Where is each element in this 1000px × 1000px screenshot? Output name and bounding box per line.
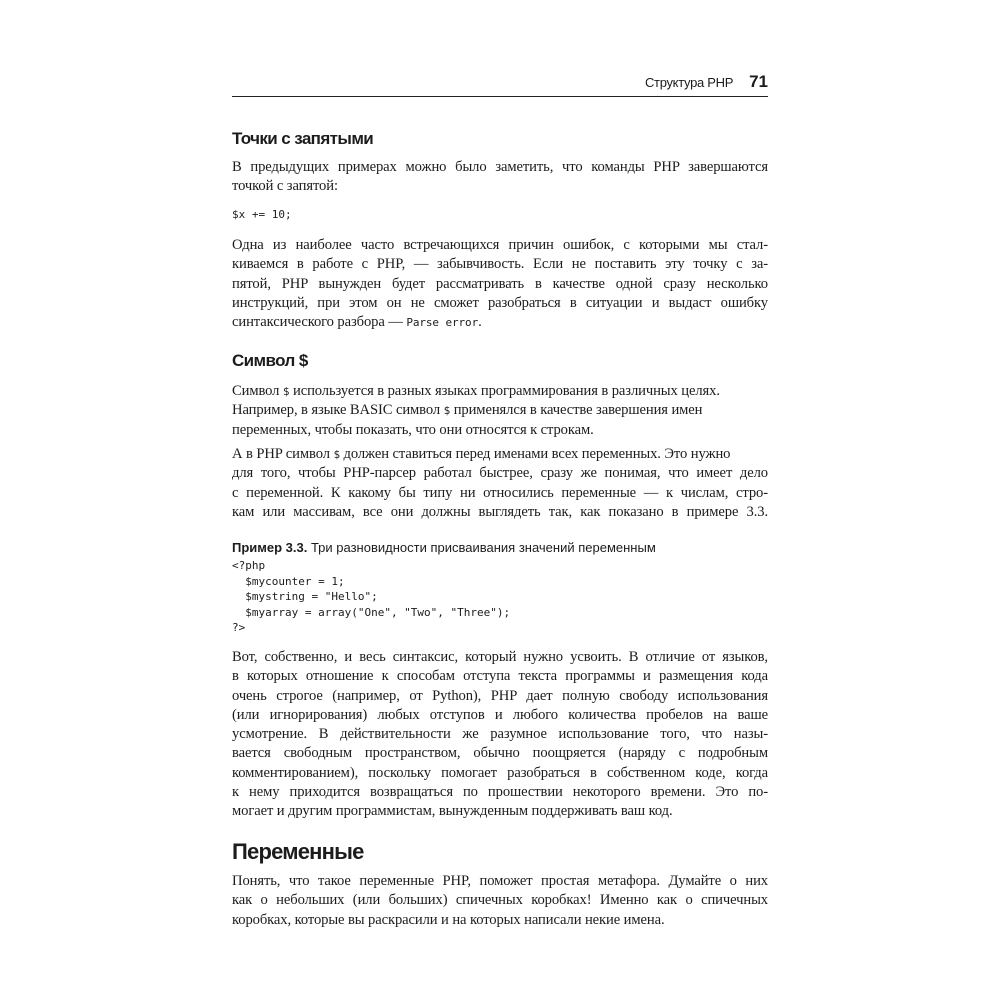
text-line: В предыдущих примерах можно было заметить, что команды PHP завершаются: [232, 159, 768, 175]
page-number: 71: [749, 72, 768, 91]
text-line: в которых отношение к способам отступа текста программы и размещения кода: [232, 668, 768, 685]
text-line: вается свободным пространством, обычно поощряется (наряду с подробным: [232, 745, 768, 762]
paragraph-semicolons-intro: [232, 158, 768, 197]
text-line: могает и другим программистам, вынужденным поддерживать ваш код.: [232, 803, 673, 820]
heading-semicolons: Точки с запятыми: [232, 129, 374, 148]
text-line: усмотрение. В действительности же разумное использование того, что назы-: [232, 726, 768, 743]
paragraph-dollar-php: [232, 445, 768, 522]
text-line: [232, 401, 768, 420]
text-line: пятой, PHP вынужден будет рассматривать в качестве одной сразу несколько: [232, 275, 768, 292]
text-fragment: синтаксического разбора —: [232, 314, 407, 331]
text-fragment: Например, в языке BASIC символ: [232, 402, 444, 419]
text-line: комментированием), поскольку помогает разобраться в собственном коде, когда: [232, 764, 768, 781]
text-line: [232, 445, 768, 464]
text-line: для того, чтобы PHP-парсер работал быстрее, сразу же понимая, что имеет дело: [232, 465, 768, 482]
paragraph-dollar-intro: [232, 382, 768, 440]
text-fragment: Символ: [232, 383, 283, 399]
text-line: [232, 313, 768, 332]
text-fragment: А в PHP символ: [232, 446, 334, 462]
paragraph-syntax: [232, 648, 768, 822]
example-caption: [232, 540, 768, 556]
text-line: точкой с запятой:: [232, 178, 338, 195]
paragraph-parse-error: [232, 236, 768, 332]
text-line: как о небольших (или больших) спичечных коробках! Именно как о спичечных: [232, 892, 768, 909]
running-header-title: Структура PHP: [644, 75, 734, 90]
paragraph-variables: [232, 872, 768, 930]
inline-code-parse-error: Parse error: [406, 316, 479, 330]
running-header: [232, 70, 768, 97]
text-line: Одна из наиболее часто встречающихся причин ошибок, с которыми мы стал-: [232, 237, 768, 253]
text-line: [232, 382, 768, 401]
inline-code-dollar: $: [443, 404, 451, 418]
text-line: с переменной. К какому бы типу ни относились переменные — к числам, стро-: [232, 484, 768, 501]
text-line: коробках, которые вы раскрасили и на которых написали некие имена.: [232, 911, 665, 928]
text-fragment: .: [478, 314, 482, 331]
header-text: [645, 72, 768, 92]
example-label: Пример 3.3.: [232, 540, 308, 555]
text-line: Понять, что такое переменные PHP, поможет простая метафора. Думайте о них: [232, 873, 768, 889]
text-line: Вот, собственно, и весь синтаксис, который нужно усвоить. В отличие от языков,: [232, 649, 768, 665]
heading-dollar-symbol: Символ $: [232, 351, 308, 370]
inline-code-dollar: $: [282, 385, 290, 398]
text-line: кам или массивам, все они должны выглядеть так, как показано в примере 3.3.: [232, 503, 768, 520]
code-snippet-semicolon: $x += 10;: [232, 208, 292, 221]
text-line: (или игнорирования) любых отступов и любого количества пробелов на ваше: [232, 706, 768, 723]
heading-variables: Переменные: [232, 839, 364, 864]
text-line: киваемся в работе с PHP, — забывчивость. Если не поставить эту точку с за-: [232, 256, 768, 273]
text-line: инструкций, при этом он не сможет разобраться в ситуации и выдаст ошибку: [232, 294, 768, 311]
code-listing-example: <?php $mycounter = 1; $mystring = "Hello"; $myarray = array("One", "Two", "Three"); ?>: [232, 559, 511, 634]
inline-code-dollar: $: [333, 448, 340, 461]
text-line: переменных, чтобы показать, что они относятся к строкам.: [232, 421, 594, 438]
text-fragment: должен ставиться перед именами всех переменных. Это нужно: [340, 446, 731, 462]
example-title: Три разновидности присваивания значений переменным: [307, 540, 656, 555]
text-line: к нему приходится возвращаться по прошествии некоторого времени. Это по-: [232, 784, 768, 801]
text-fragment: используется в разных языках программирования в различных целях.: [289, 383, 720, 399]
text-line: очень строгое (например, от Python), PHP дает полную свободу использования: [232, 687, 768, 704]
text-fragment: применялся в качестве завершения имен: [450, 402, 703, 419]
